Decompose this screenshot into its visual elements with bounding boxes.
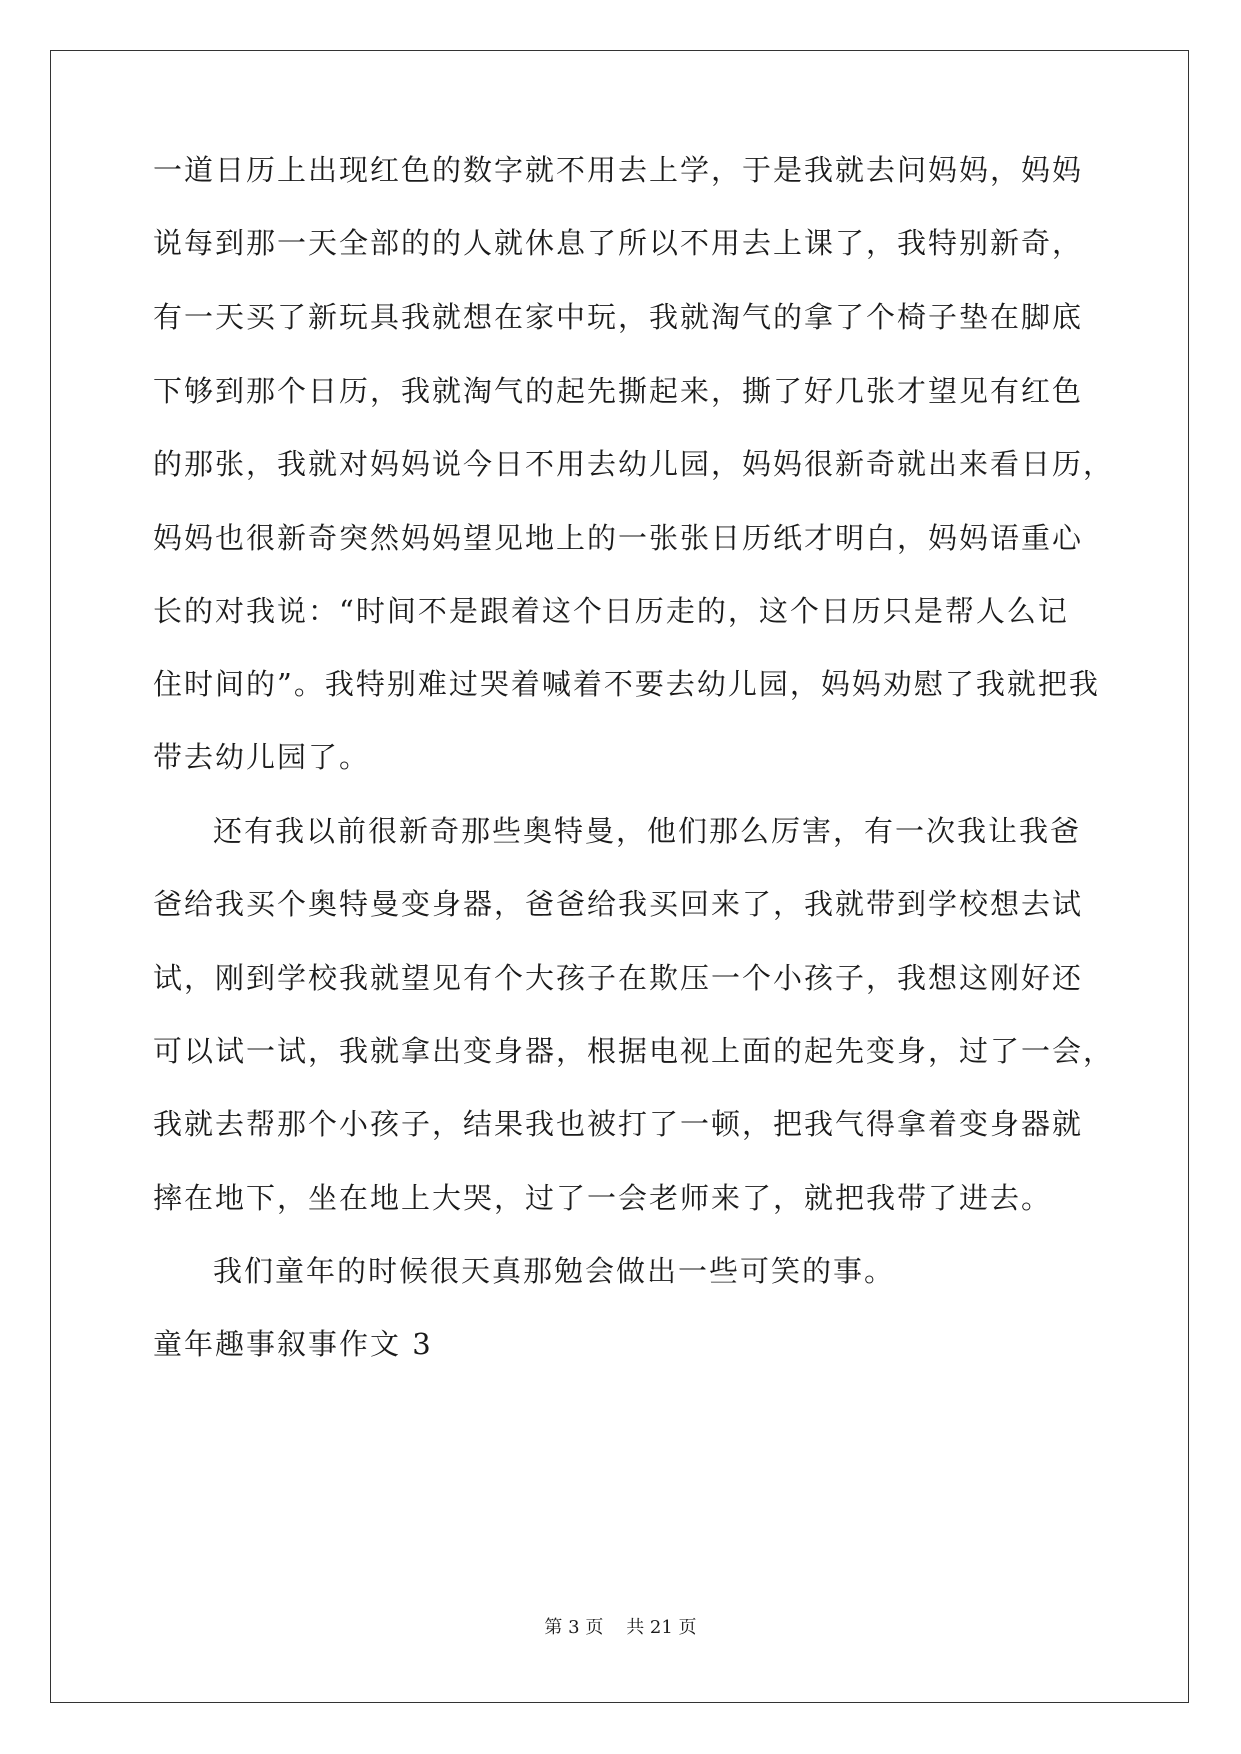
paragraph-line: 妈妈也很新奇突然妈妈望见地上的一张张日历纸才明白，妈妈语重心 <box>153 521 1084 555</box>
paragraph-line: 我们童年的时候很天真那勉会做出一些可笑的事。 <box>213 1254 896 1288</box>
section-heading: 童年趣事叙事作文 3 <box>153 1327 433 1361</box>
paragraph-line: 可以试一试，我就拿出变身器，根据电视上面的起先变身，过了一会， <box>153 1034 1115 1068</box>
paragraph-line: 我就去帮那个小孩子，结果我也被打了一顿，把我气得拿着变身器就 <box>153 1107 1084 1141</box>
page-number-footer: 第 3 页 共 21 页 <box>544 1617 697 1638</box>
paragraph-line: 爸给我买个奥特曼变身器，爸爸给我买回来了，我就带到学校想去试 <box>153 887 1084 921</box>
paragraph-line: 试，刚到学校我就望见有个大孩子在欺压一个小孩子，我想这刚好还 <box>153 961 1084 995</box>
paragraph-line: 还有我以前很新奇那些奥特曼，他们那么厉害，有一次我让我爸 <box>213 814 1082 848</box>
paragraph-line: 住时间的”。我特别难过哭着喊着不要去幼儿园，妈妈劝慰了我就把我 <box>153 667 1100 701</box>
paragraph-line: 有一天买了新玩具我就想在家中玩，我就淘气的拿了个椅子垫在脚底 <box>153 300 1084 334</box>
paragraph-line: 说每到那一天全部的的人就休息了所以不用去上课了，我特别新奇， <box>153 226 1084 260</box>
paragraph-line: 下够到那个日历，我就淘气的起先撕起来，撕了好几张才望见有红色 <box>153 374 1084 408</box>
paragraph-line: 的那张，我就对妈妈说今日不用去幼儿园，妈妈很新奇就出来看日历， <box>153 447 1115 481</box>
paragraph-line: 摔在地下，坐在地上大哭，过了一会老师来了，就把我带了进去。 <box>153 1181 1053 1215</box>
paragraph-line: 长的对我说：“时间不是跟着这个日历走的，这个日历只是帮人么记 <box>153 594 1069 628</box>
paragraph-line: 一道日历上出现红色的数字就不用去上学，于是我就去问妈妈，妈妈 <box>153 153 1084 187</box>
paragraph-line: 带去幼儿园了。 <box>153 740 371 774</box>
